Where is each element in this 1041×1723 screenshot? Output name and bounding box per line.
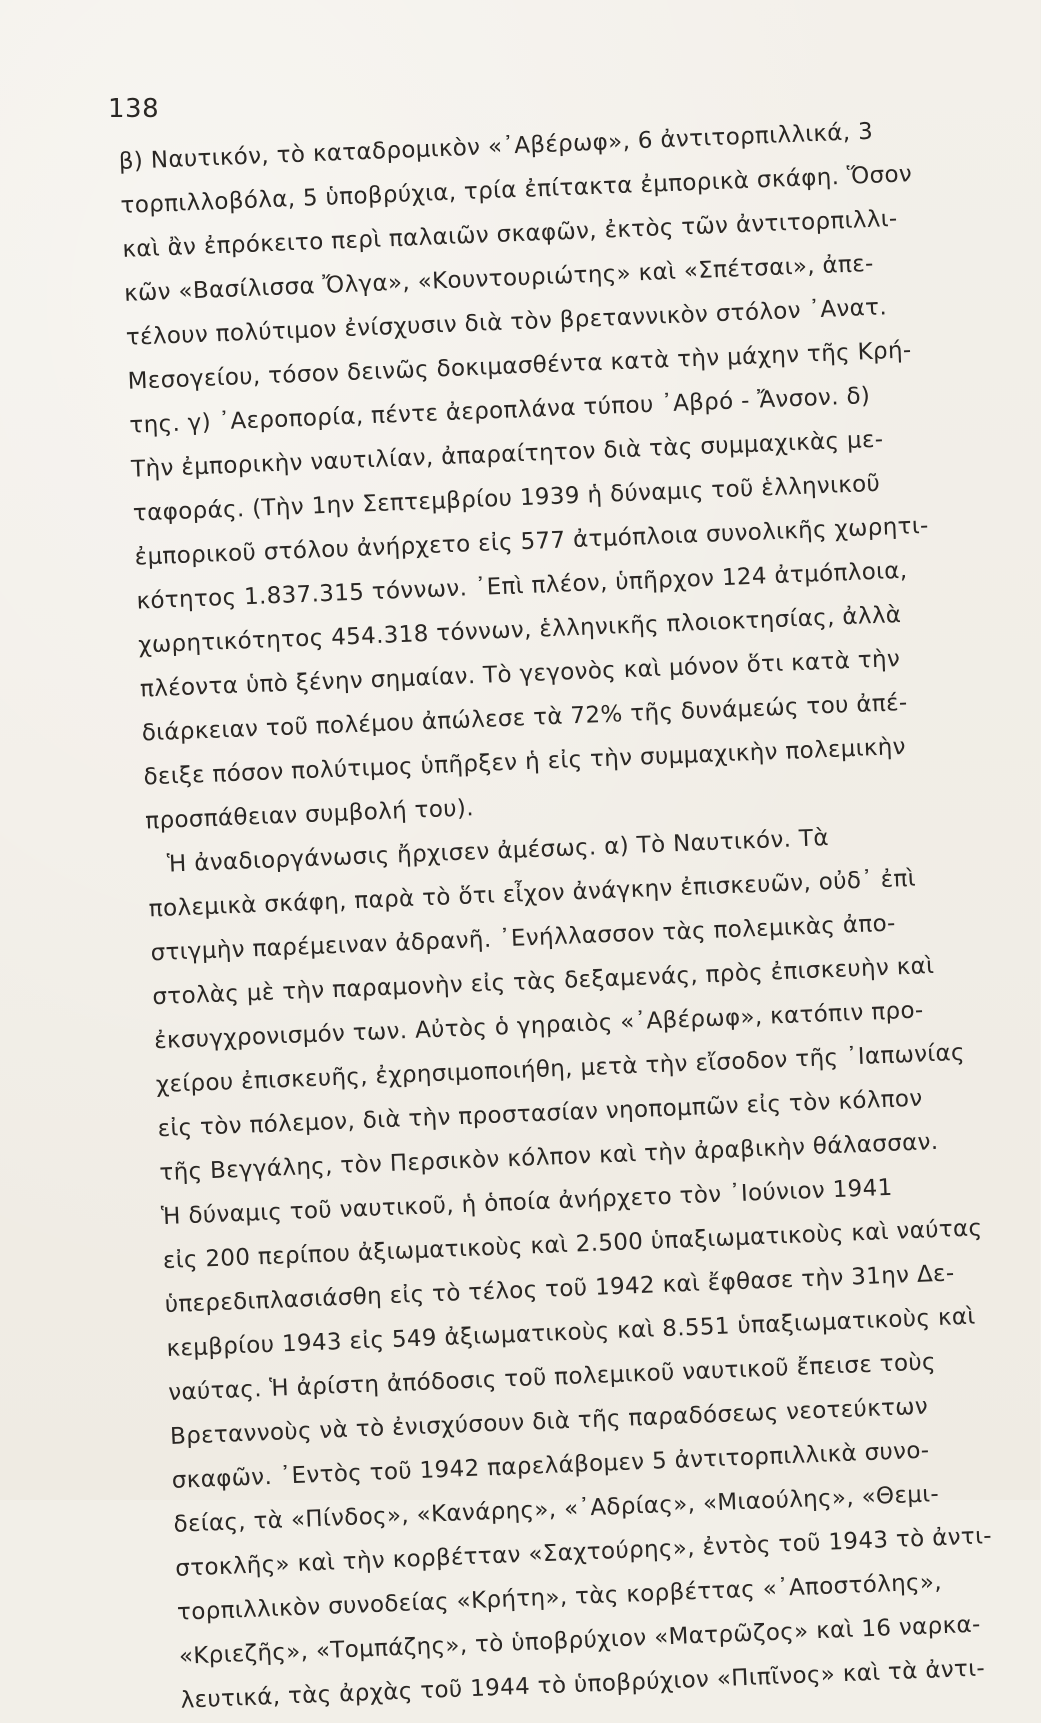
text-line: ναύτας. Ἡ ἀρίστη ἀπόδοσις τοῦ πολεμικοῦ ναυτικοῦ ἔπεισε τοὺς [167, 1349, 937, 1406]
text-line: στολὰς μὲ τὴν παραμονὴν εἰς τὰς δεξαμενάς, πρὸς ἐπισκευὴν καὶ [151, 952, 935, 1011]
text-line: εἰς τὸν πόλεμον, διὰ τὴν προστασίαν νηοπομπῶν εἰς τὸν κόλπον [157, 1085, 923, 1143]
text-line: διάρκειαν τοῦ πολέμου ἀπώλεσε τὰ 72% τῆς δυνάμεώς του ἀπέ- [141, 689, 908, 747]
text-line: χείρου ἐπισκευῆς, ἐχρησιμοποιήθη, μετὰ τὴν εἴσοδον τῆς ᾿Ιαπωνίας [155, 1039, 966, 1099]
text-line: της. γ) ᾿Αεροπορία, πέντε ἀεροπλάνα τύπου ᾿Αβρό - Ἄνσον. δ) [128, 383, 871, 439]
text-line: ταφοράς. (Τὴν 1ην Σεπτεμβρίου 1939 ἡ δύναμις τοῦ ἑλληνικοῦ [132, 470, 881, 527]
text-line: ἐκσυγχρονισμόν των. Αὐτὸς ὁ γηραιὸς «᾿Αβέρωφ», κατόπιν προ- [153, 997, 924, 1055]
text-line: κεμβρίου 1943 εἰς 549 ἀξιωματικοὺς καὶ 8.551 ὑπαξιωματικοὺς καὶ [166, 1303, 976, 1363]
text-line: «Κριεζῆς», «Τομπάζης», τὸ ὑποβρύχιον «Ματρῶζος» καὶ 16 ναρκα- [178, 1611, 982, 1670]
text-line: τορπιλλοβόλα, 5 ὑποβρύχια, τρία ἐπίτακτα ἐμπορικὰ σκάφη. Ὅσον [120, 161, 913, 219]
text-line: Μεσογείου, τόσον δεινῶς δοκιμασθέντα κατὰ τὴν μάχην τῆς Κρή- [127, 337, 913, 395]
text-line: στιγμὴν παρέμειναν ἀδρανῆ. ᾿Ενήλλασσον τὰς πολεμικὰς ἀπο- [150, 910, 897, 967]
text-line: εἰς 200 περίπου ἀξιωματικοὺς καὶ 2.500 ὑπαξιωματικοὺς καὶ ναύτας [162, 1215, 983, 1275]
text-line: κότητος 1.837.315 τόννων. ᾿Επὶ πλέον, ὑπῆρχον 124 ἀτμόπλοια, [136, 557, 908, 615]
text-line: πλέοντα ὑπὸ ξένην σημαίαν. Τὸ γεγονὸς καὶ μόνον ὅτι κατὰ τὴν [139, 646, 901, 703]
text-line: δειξε πόσον πολύτιμος ὑπῆρξεν ἡ εἰς τὴν συμμαχικὴν πολεμικὴν [143, 733, 907, 791]
text-line: δείας, τὰ «Πίνδος», «Κανάρης», «᾿Αδρίας», «Μιαούλης», «Θεμι- [173, 1481, 940, 1538]
text-line: ὑπερεδιπλασιάσθη εἰς τὸ τέλος τοῦ 1942 καὶ ἔφθασε τὴν 31ην Δε- [164, 1260, 955, 1319]
text-line: β) Ναυτικόν, τὸ καταδρομικὸν «᾿Αβέρωφ», 6 ἀντιτορπιλλικά, 3 [118, 118, 874, 175]
page-number: 138 [108, 94, 160, 124]
paragraph-start-line: Ἡ ἀναδιοργάνωσις ἤρχισεν ἀμέσως. α) Τὸ Ναυτικόν. Τὰ [166, 825, 830, 878]
text-line: Ἡ δύναμις τοῦ ναυτικοῦ, ἡ ὁποία ἀνήρχετο τὸν ᾿Ιούνιον 1941 [160, 1174, 894, 1231]
text-line: τέλουν πολύτιμον ἐνίσχυσιν διὰ τὸν βρεταννικὸν στόλον ᾿Ανατ. [125, 294, 888, 351]
text-line: λευτικά, τὰς ἀρχὰς τοῦ 1944 τὸ ὑποβρύχιον «Πιπῖνος» καὶ τὰ ἀντι- [180, 1655, 986, 1714]
text-line: καὶ ἂν ἐπρόκειτο περὶ παλαιῶν σκαφῶν, ἐκτὸς τῶν ἀντιτορπιλλι- [121, 205, 898, 263]
text-line: τῆς Βεγγάλης, τὸν Περσικὸν κόλπον καὶ τὴν ἀραβικὴν θάλασσαν. [158, 1128, 939, 1187]
text-line: στοκλῆς» καὶ τὴν κορβέτταν «Σαχτούρης», ἐντὸς τοῦ 1943 τὸ ἀντι- [174, 1523, 993, 1582]
text-line: σκαφῶν. ᾿Εντὸς τοῦ 1942 παρελάβομεν 5 ἀντιτορπιλλικὰ συνο- [171, 1437, 930, 1494]
text-line: Τὴν ἐμπορικὴν ναυτιλίαν, ἀπαραίτητον διὰ τὰς συμμαχικὰς με- [130, 426, 884, 483]
text-line: Βρεταννοὺς νὰ τὸ ἐνισχύσουν διὰ τῆς παραδόσεως νεοτεύκτων [169, 1393, 929, 1450]
text-line: προσπάθειαν συμβολή του). [144, 795, 475, 835]
text-line: ἐμπορικοῦ στόλου ἀνήρχετο εἰς 577 ἀτμόπλοια συνολικῆς χωρητι- [134, 512, 930, 571]
text-line: χωρητικότητος 454.318 τόννων, ἑλληνικῆς πλοιοκτησίας, ἀλλὰ [137, 601, 902, 659]
text-line: κῶν «Βασίλισσα Ὄλγα», «Κουντουριώτης» καὶ «Σπέτσαι», ἀπε- [123, 250, 875, 307]
text-line: πολεμικὰ σκάφη, παρὰ τὸ ὅτι εἶχον ἀνάγκην ἐπισκευῶν, οὐδ᾿ ἐπὶ [148, 865, 917, 923]
text-line: τορπιλλικὸν συνοδείας «Κρήτη», τὰς κορβέττας «᾿Αποστόλης», [176, 1569, 943, 1626]
body-text [118, 105, 1041, 1722]
